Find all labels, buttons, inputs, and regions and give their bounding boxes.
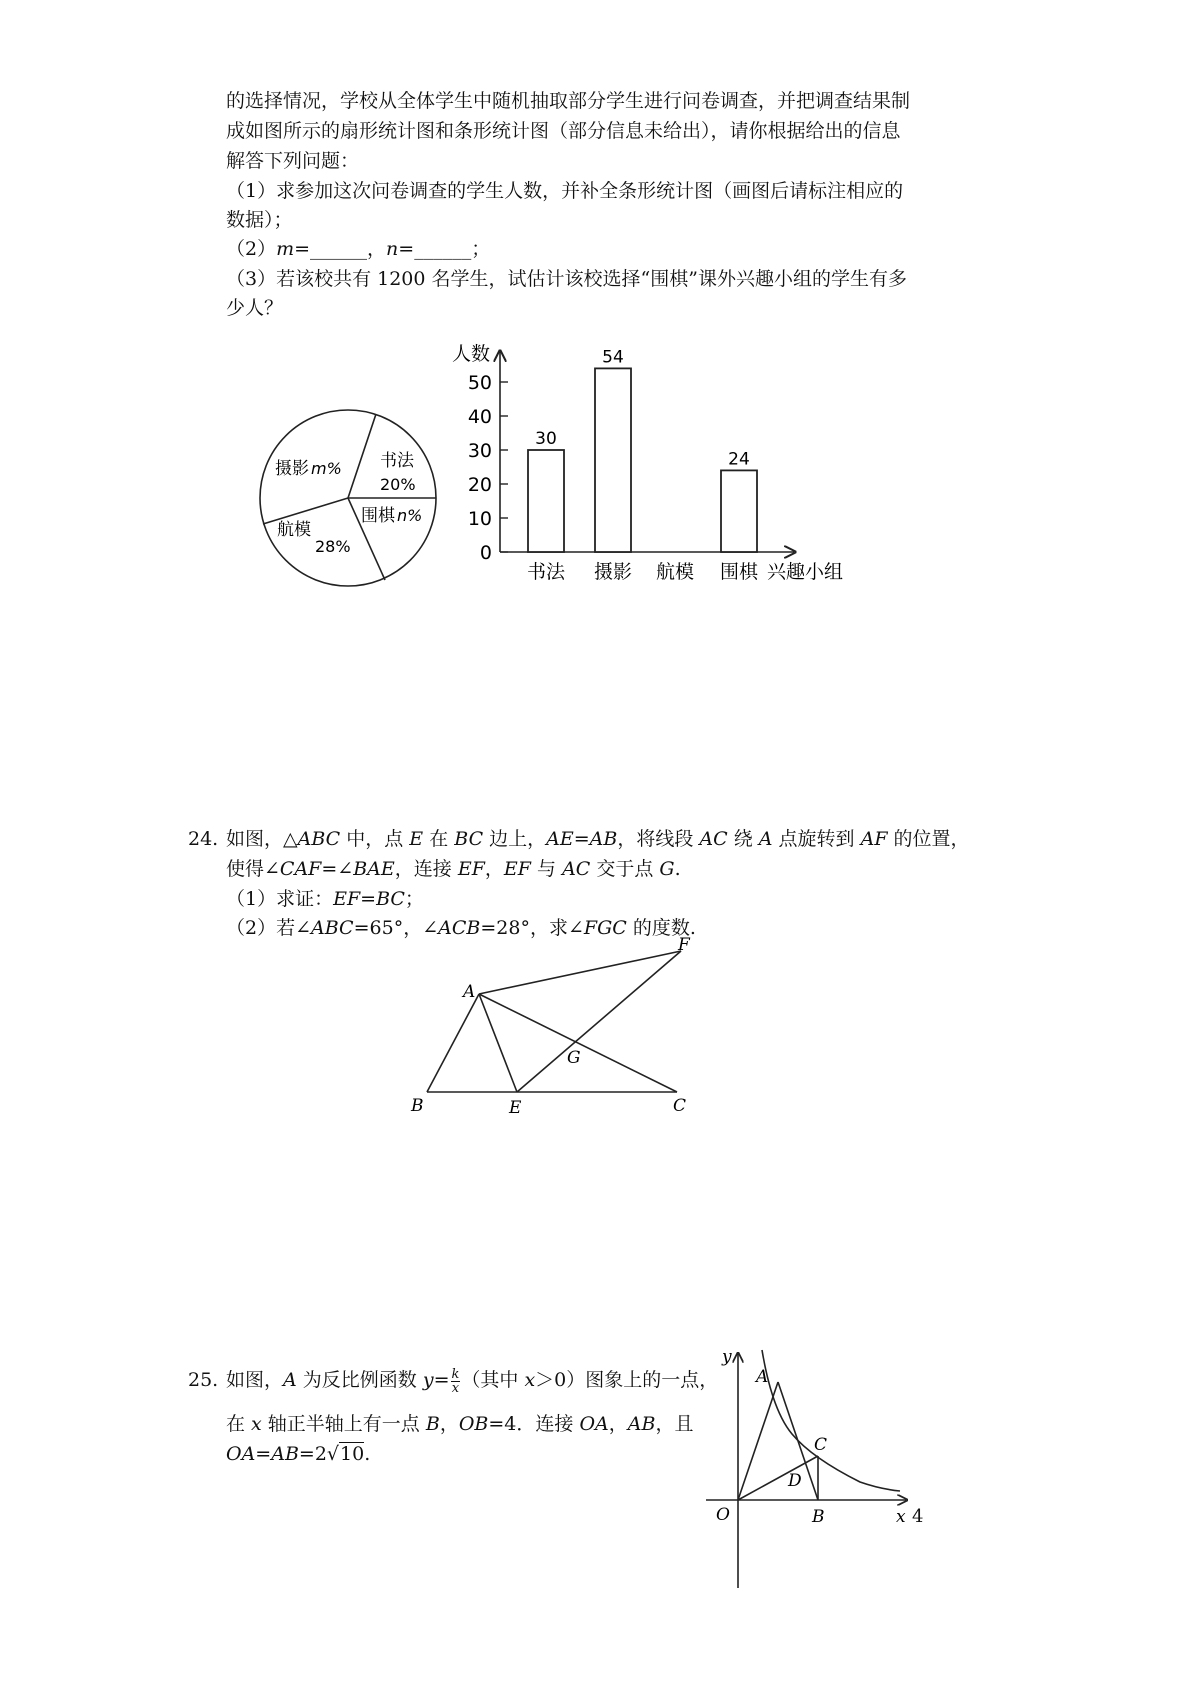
point-label-G: G bbox=[567, 1048, 581, 1068]
x-category-label: 航模 bbox=[655, 561, 695, 583]
point-label-B: B bbox=[812, 1507, 825, 1527]
segment-AB bbox=[427, 994, 479, 1092]
q23-sub1-line-1: （1）求参加这次问卷调查的学生人数，并补全条形统计图（画图后请标注相应的 bbox=[226, 180, 904, 202]
bar-4 bbox=[721, 470, 757, 552]
point-label-B: B bbox=[411, 1096, 424, 1115]
y-tick-label: 30 bbox=[467, 440, 492, 462]
bar-value-label: 54 bbox=[602, 347, 624, 368]
q24-line-1: 如图，△ABC 中，点 E 在 BC 边上，AE=AB，将线段 AC 绕 A 点旋转到 AF 的位置， bbox=[226, 828, 970, 850]
q24-sub2: （2）若∠ABC=65°，∠ACB=28°，求∠FGC 的度数. bbox=[226, 917, 696, 939]
q23-text-line-2: 成如图所示的扇形统计图和条形统计图（部分信息未给出），请你根据给出的信息 bbox=[226, 120, 901, 142]
pie-label-go: 围棋 bbox=[361, 506, 395, 526]
pie-pct-go: n% bbox=[397, 506, 423, 525]
bar-2 bbox=[595, 368, 631, 552]
q24-number: 24. bbox=[188, 828, 219, 850]
q25-line-3: OA=AB=2√10. bbox=[226, 1443, 371, 1465]
pie-pct-calligraphy: 20% bbox=[380, 475, 416, 494]
y-tick-label: 20 bbox=[467, 474, 492, 496]
q23-sub1-line-2: 数据）； bbox=[226, 209, 293, 231]
pie-chart bbox=[257, 408, 457, 608]
fraction-k-over-x: $\frac{k}{x}$ bbox=[451, 1366, 460, 1396]
segment-AF bbox=[479, 951, 681, 994]
point-label-A: A bbox=[463, 982, 476, 1002]
axis-label-x: x bbox=[896, 1507, 906, 1527]
pie-pct-photo: m% bbox=[311, 459, 342, 478]
y-axis-label: 人数 bbox=[452, 343, 491, 365]
q23-text-line-1: 的选择情况，学校从全体学生中随机抽取部分学生进行问卷调查，并把调查结果制 bbox=[226, 90, 911, 112]
segment-AE bbox=[479, 994, 517, 1092]
segment-EF bbox=[517, 951, 681, 1092]
x-category-label: 围棋 bbox=[719, 561, 759, 583]
pie-label-calligraphy: 书法 bbox=[380, 451, 414, 471]
y-tick-label: 0 bbox=[479, 542, 492, 564]
q23-sub2: （2）m=______，n=______； bbox=[226, 238, 491, 260]
q24-sub1: （1）求证：EF=BC； bbox=[226, 888, 424, 910]
point-label-D: D bbox=[788, 1471, 802, 1491]
q24-geometry-figure bbox=[405, 935, 705, 1115]
q25-coordinate-figure bbox=[700, 1340, 920, 1590]
bar-chart bbox=[450, 338, 850, 588]
bar-value-label: 30 bbox=[535, 429, 557, 449]
q25-line-1: 如图，A 为反比例函数 y= $\frac{k}{x}$ （其中 x＞0）图象上的一点， bbox=[226, 1366, 719, 1396]
q24-line-2: 使得∠CAF=∠BAE，连接 EF，EF 与 AC 交于点 G. bbox=[226, 858, 681, 880]
x-category-label: 书法 bbox=[526, 561, 566, 583]
x-category-label: 摄影 bbox=[593, 561, 633, 583]
axis-label-y: y bbox=[722, 1347, 732, 1367]
q25-line-2: 在 x 轴正半轴上有一点 B，OB=4．连接 OA，AB，且 bbox=[226, 1413, 694, 1435]
q25-number: 25. bbox=[188, 1369, 219, 1391]
q23-text-line-3: 解答下列问题： bbox=[226, 150, 360, 172]
page-number: 4 bbox=[912, 1506, 924, 1527]
point-label-O: O bbox=[716, 1505, 730, 1525]
bar-value-label: 24 bbox=[728, 449, 750, 470]
point-label-C: C bbox=[814, 1435, 828, 1455]
y-tick-label: 50 bbox=[467, 372, 492, 394]
pie-pct-aero: 28% bbox=[315, 537, 351, 556]
pie-label-aero: 航模 bbox=[277, 520, 311, 540]
q23-sub3-line-2: 少人？ bbox=[226, 297, 284, 319]
hyperbola-curve bbox=[762, 1350, 900, 1491]
segment-AC bbox=[479, 994, 677, 1092]
bar-1 bbox=[528, 450, 564, 552]
point-label-A: A bbox=[756, 1367, 769, 1387]
y-tick-label: 40 bbox=[467, 406, 492, 428]
pie-label-photo: 摄影 bbox=[275, 459, 309, 479]
y-tick-label: 10 bbox=[467, 508, 492, 530]
segment-OA bbox=[738, 1382, 778, 1500]
point-label-F: F bbox=[678, 935, 690, 955]
pie-divider-top bbox=[348, 414, 376, 498]
q23-sub3-line-1: （3）若该校共有 1200 名学生，试估计该校选择“围棋”课外兴趣小组的学生有多 bbox=[226, 268, 907, 290]
x-axis-label: 兴趣小组 bbox=[767, 561, 844, 583]
point-label-E: E bbox=[509, 1098, 522, 1115]
point-label-C: C bbox=[673, 1096, 687, 1115]
